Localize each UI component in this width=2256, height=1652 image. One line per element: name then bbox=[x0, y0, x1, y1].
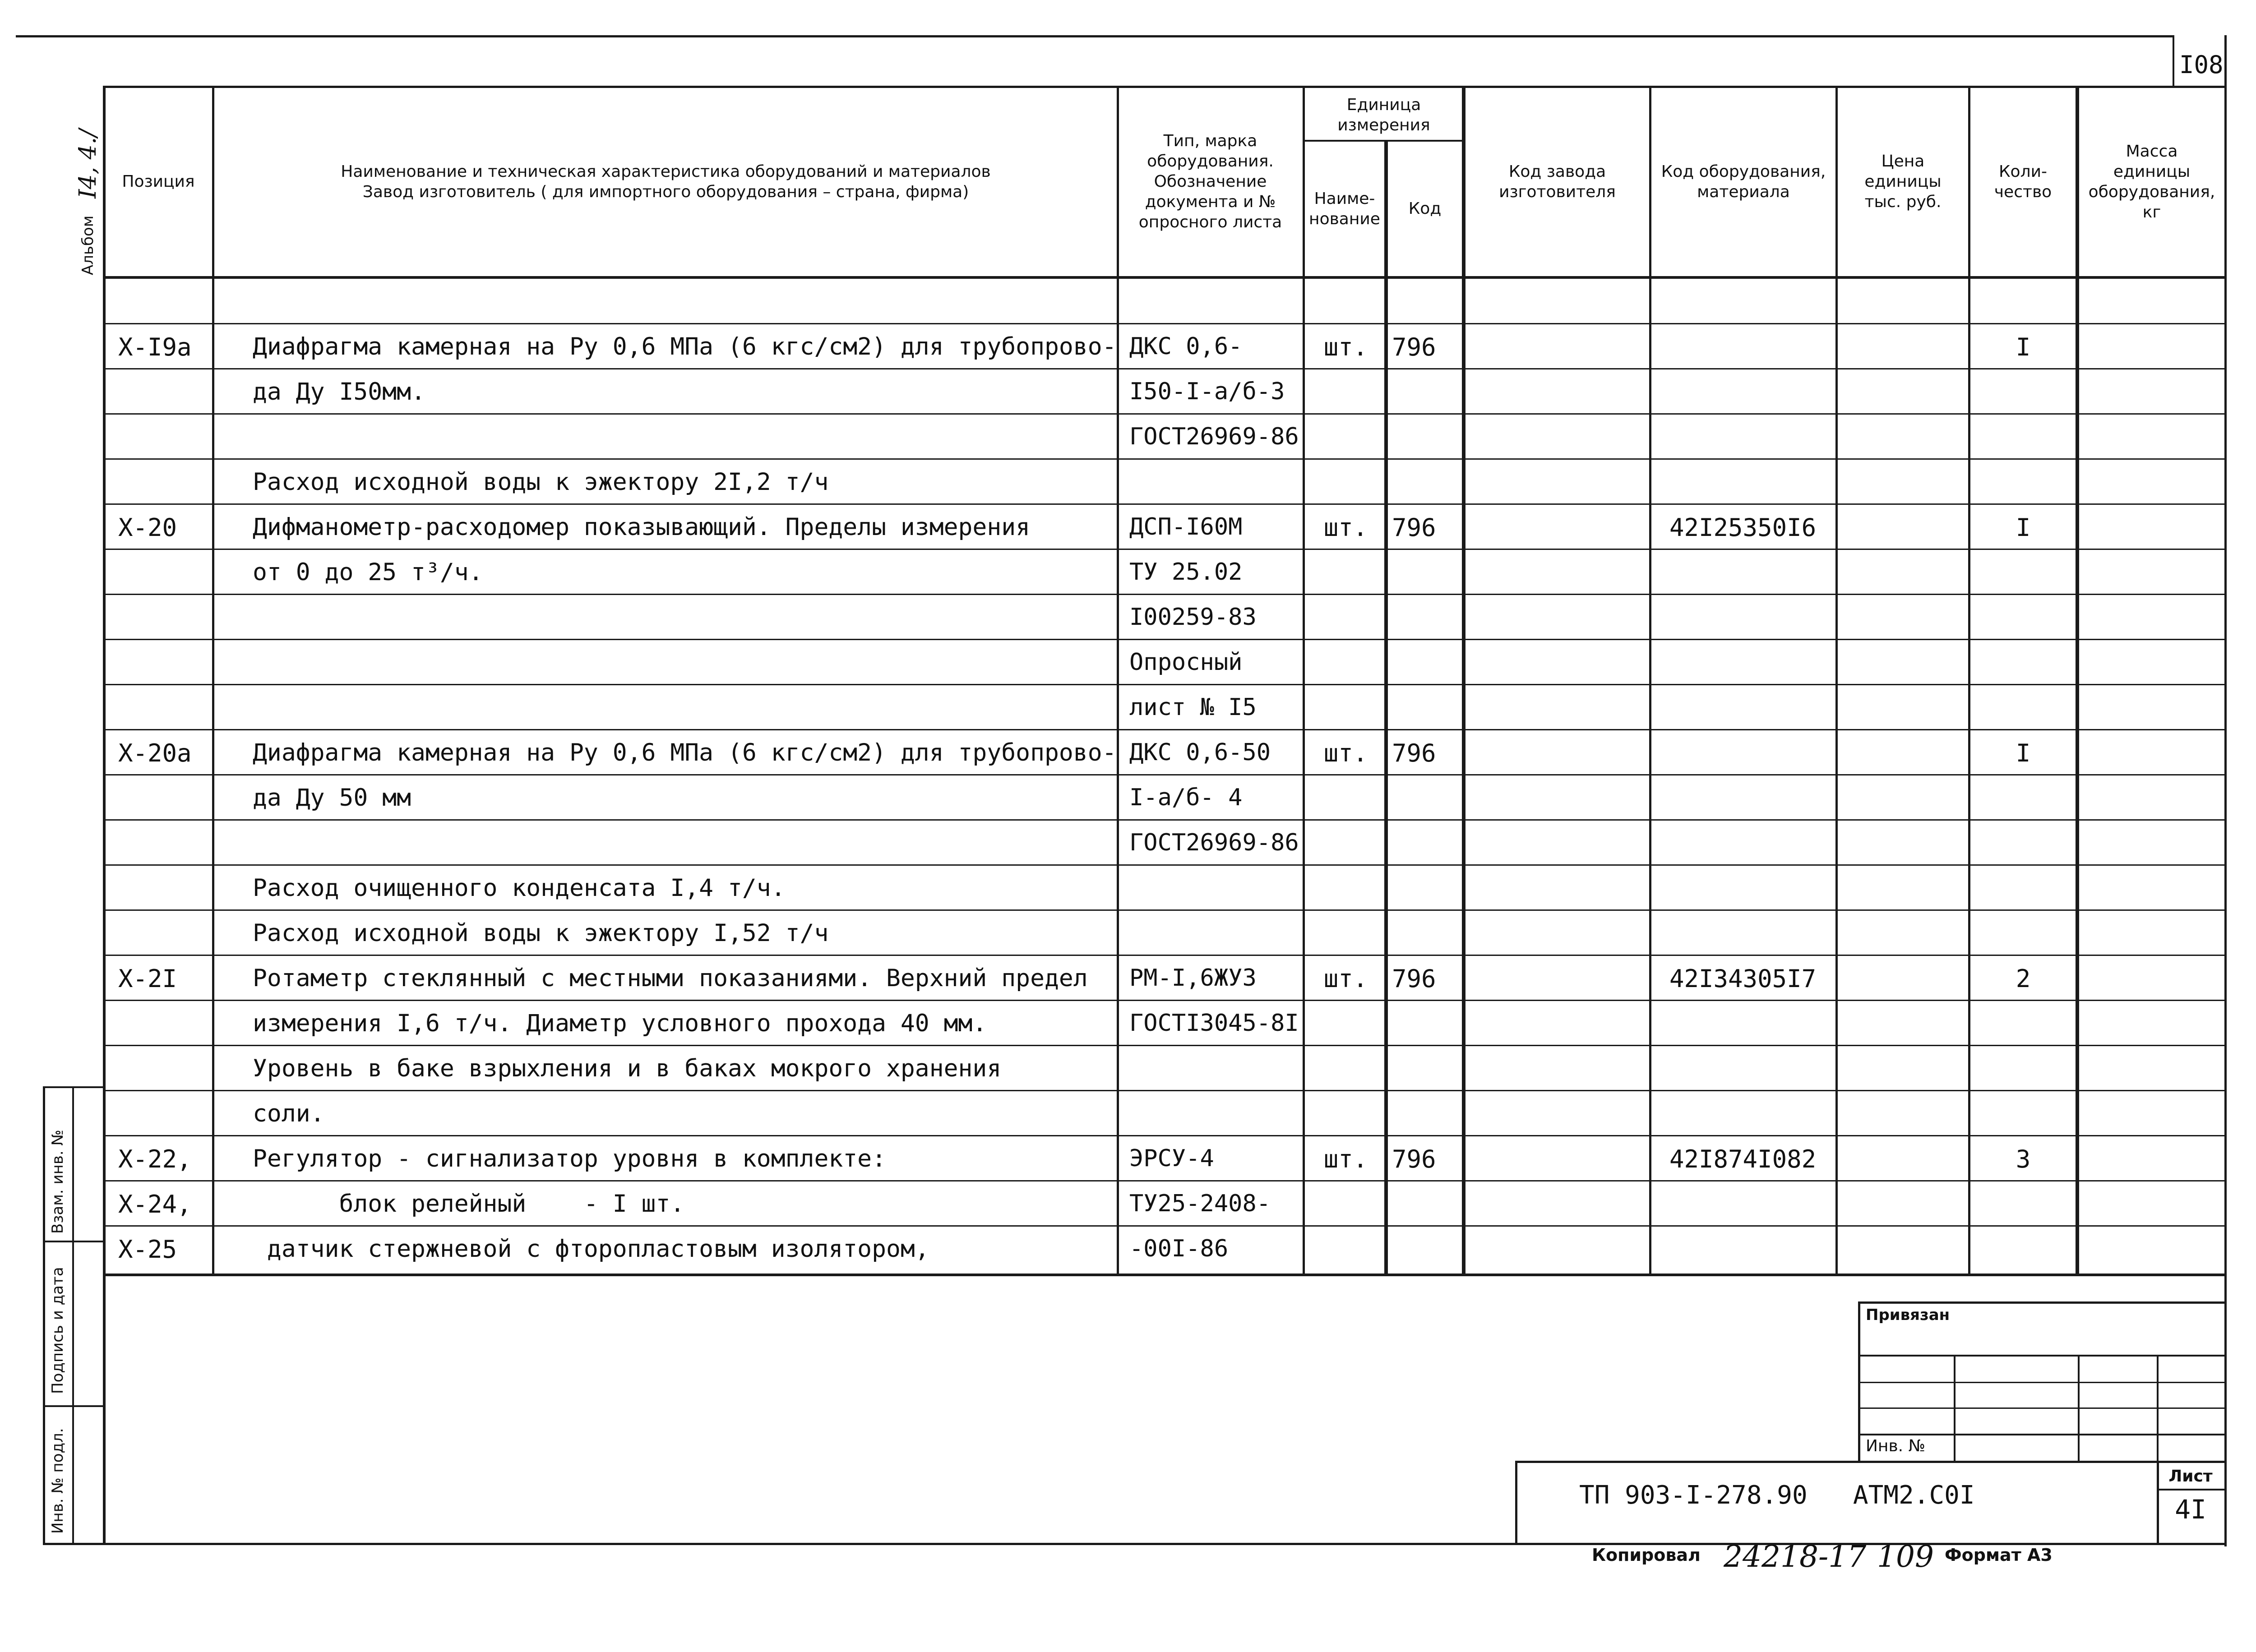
col-line-code bbox=[1462, 86, 1465, 1276]
cell-pos: Х-20а bbox=[118, 739, 192, 767]
tied-row-4 bbox=[1858, 1434, 2224, 1435]
row-line bbox=[105, 909, 2224, 911]
header-quantity bbox=[1970, 88, 2076, 275]
tied-row-1 bbox=[1858, 1355, 2224, 1357]
row-line bbox=[105, 323, 2224, 324]
header-mass-l1: Масса bbox=[2126, 142, 2178, 161]
row-line bbox=[105, 1180, 2224, 1181]
tied-col-2 bbox=[2078, 1355, 2080, 1462]
row-line bbox=[105, 503, 2224, 505]
cell-qty: I bbox=[2016, 513, 2031, 542]
header-mass bbox=[2079, 88, 2224, 275]
tied-col-1 bbox=[1954, 1355, 1956, 1462]
header-factory-l2: изготовителя bbox=[1499, 182, 1616, 201]
cell-type: I00259-83 bbox=[1129, 604, 1257, 631]
cell-type: ГОСТ26969-86 bbox=[1129, 423, 1299, 450]
row-line bbox=[105, 729, 2224, 730]
header-type bbox=[1119, 88, 1302, 275]
cell-type: I50-I-а/б-3 bbox=[1129, 378, 1285, 405]
row-line bbox=[105, 639, 2224, 640]
header-unitname-l2: нование bbox=[1309, 209, 1380, 228]
header-position: Позиция bbox=[122, 172, 195, 191]
cell-name: да Ду 50 мм bbox=[253, 784, 411, 812]
album-number: I4, 4./ bbox=[74, 129, 102, 198]
cell-type: ТУ 25.02 bbox=[1129, 558, 1243, 586]
frame-top bbox=[16, 35, 2173, 37]
cell-pos: Х-20 bbox=[118, 513, 177, 542]
corner-box-left bbox=[2173, 35, 2174, 87]
row-line bbox=[105, 864, 2224, 866]
stamp-div-1 bbox=[43, 1241, 104, 1242]
stamp-replaced-inv: Взам. инв. № bbox=[49, 1130, 67, 1234]
cell-name: Расход исходной воды к эжектору 2I,2 т/ч bbox=[253, 468, 829, 496]
header-factory-code bbox=[1465, 88, 1649, 275]
cell-code: 796 bbox=[1392, 739, 1436, 767]
cell-unit: шт. bbox=[1323, 739, 1368, 767]
stamp-inner-line bbox=[72, 1087, 74, 1545]
cell-code: 796 bbox=[1392, 964, 1436, 993]
cell-name: Дифманометр-расходомер показывающий. Пределы измерения bbox=[253, 513, 1031, 541]
frame-left bbox=[103, 86, 106, 1545]
stamp-sign-date: Подпись и дата bbox=[49, 1267, 67, 1394]
cell-type: ТУ25-2408- bbox=[1129, 1190, 1271, 1217]
header-equip-l2: материала bbox=[1697, 182, 1790, 201]
table-bottom bbox=[103, 1274, 2224, 1276]
header-mass-l4: кг bbox=[2142, 203, 2161, 221]
header-unit-l2: измерения bbox=[1337, 116, 1430, 134]
title-designation: ТП 903-I-278.90 АТМ2.С0I bbox=[1579, 1481, 1975, 1510]
cell-pos: Х-25 bbox=[118, 1235, 177, 1264]
header-name-line2: Завод изготовитель ( для импортного оборудования – страна, фирма) bbox=[362, 182, 969, 201]
row-line bbox=[105, 368, 2224, 369]
tied-label: Привязан bbox=[1866, 1306, 1950, 1324]
row-line bbox=[105, 774, 2224, 775]
unit-group-line bbox=[1303, 140, 1464, 142]
cell-equip: 42I34305I7 bbox=[1669, 964, 1817, 993]
frame-right bbox=[2224, 35, 2227, 1546]
title-sheet-divider bbox=[2157, 1461, 2159, 1545]
cell-qty: I bbox=[2016, 739, 2031, 767]
row-line bbox=[105, 1000, 2224, 1001]
row-line bbox=[105, 1135, 2224, 1136]
cell-unit: шт. bbox=[1323, 1145, 1368, 1173]
cell-type: ДКС 0,6-50 bbox=[1129, 739, 1271, 766]
col-line-qty bbox=[2076, 86, 2079, 1276]
cell-pos: Х-22, bbox=[118, 1145, 192, 1173]
tied-row-2 bbox=[1858, 1382, 2224, 1383]
header-unit-l1: Единица bbox=[1346, 96, 1421, 114]
cell-name: блок релейный - I шт. bbox=[253, 1190, 685, 1218]
tied-top bbox=[1858, 1301, 2224, 1304]
tied-col-3 bbox=[2157, 1355, 2159, 1462]
header-type-l4: документа и № bbox=[1145, 193, 1276, 211]
cell-name: Расход очищенного конденсата I,4 т/ч. bbox=[253, 874, 786, 902]
cell-name: соли. bbox=[253, 1100, 325, 1127]
cell-name: да Ду I50мм. bbox=[253, 378, 425, 406]
header-type-l3: Обозначение bbox=[1154, 172, 1267, 191]
cell-qty: I bbox=[2016, 333, 2031, 361]
cell-code: 796 bbox=[1392, 1145, 1436, 1173]
cell-type: I-а/б- 4 bbox=[1129, 784, 1243, 811]
header-unit-code: Код bbox=[1408, 199, 1442, 218]
cell-pos: Х-24, bbox=[118, 1190, 192, 1218]
cell-name: Расход исходной воды к эжектору I,52 т/ч bbox=[253, 919, 829, 947]
header-type-l2: оборудования. bbox=[1147, 152, 1274, 171]
stamp-outer-left bbox=[43, 1087, 45, 1545]
cell-code: 796 bbox=[1392, 513, 1436, 542]
row-line bbox=[105, 819, 2224, 821]
cell-name: датчик стержневой с фторопластовым изолятором, bbox=[253, 1235, 929, 1263]
header-bottom bbox=[103, 276, 2224, 279]
cell-name: Ротаметр стеклянный с местными показаниями. Верхний предел bbox=[253, 964, 1088, 992]
header-type-l1: Тип, марка bbox=[1163, 132, 1257, 150]
stamp-top bbox=[43, 1086, 104, 1088]
cell-type: Опросный bbox=[1129, 649, 1243, 676]
header-price-l1: Цена bbox=[1881, 152, 1925, 171]
cell-qty: 3 bbox=[2016, 1145, 2031, 1173]
cell-pos: Х-I9а bbox=[118, 333, 192, 361]
header-name bbox=[216, 88, 1116, 275]
footer-copied-label: Копировал bbox=[1592, 1545, 1701, 1565]
title-sheet-label: Лист bbox=[2168, 1467, 2213, 1486]
cell-name: Диафрагма камерная на Ру 0,6 МПа (6 кгс/см2) для трубопрово- bbox=[253, 739, 1117, 766]
cell-equip: 42I874I082 bbox=[1669, 1145, 1817, 1173]
sheet-corner-number: I08 bbox=[2179, 51, 2224, 79]
row-line bbox=[105, 955, 2224, 956]
header-price-l2: единицы bbox=[1864, 172, 1942, 191]
title-top bbox=[1515, 1461, 2224, 1463]
cell-type: РМ-I,6ЖУЗ bbox=[1129, 964, 1257, 992]
cell-type: лист № I5 bbox=[1129, 694, 1257, 721]
header-factory-l1: Код завода bbox=[1508, 162, 1606, 181]
cell-type: -00I-86 bbox=[1129, 1235, 1229, 1262]
footer-format-label: Формат А3 bbox=[1945, 1545, 2053, 1565]
header-unitname-l1: Наиме- bbox=[1314, 189, 1375, 208]
cell-type: ГОСТ26969-86 bbox=[1129, 829, 1299, 856]
col-line-unitname bbox=[1384, 140, 1388, 1276]
header-qty-l2: чество bbox=[1994, 182, 2052, 201]
cell-unit: шт. bbox=[1323, 964, 1368, 993]
tied-inv-label: Инв. № bbox=[1866, 1437, 1926, 1455]
row-line bbox=[105, 413, 2224, 415]
header-equip-l1: Код оборудования, bbox=[1661, 162, 1826, 181]
cell-name: Диафрагма камерная на Ру 0,6 МПа (6 кгс/см2) для трубопрово- bbox=[253, 333, 1117, 360]
title-left bbox=[1515, 1461, 1517, 1545]
header-type-l5: опросного листа bbox=[1138, 213, 1282, 231]
cell-name: от 0 до 25 т³/ч. bbox=[253, 558, 483, 586]
album-label: Альбом bbox=[79, 215, 97, 275]
cell-name: Уровень в баке взрыхления и в баках мокрого хранения bbox=[253, 1055, 1002, 1082]
stamp-inv-orig: Инв. № подл. bbox=[49, 1428, 67, 1534]
cell-equip: 42I25350I6 bbox=[1669, 513, 1817, 542]
tied-row-3 bbox=[1858, 1407, 2224, 1409]
row-line bbox=[105, 1045, 2224, 1046]
header-unit-name bbox=[1305, 142, 1384, 275]
cell-qty: 2 bbox=[2016, 964, 2031, 993]
row-line bbox=[105, 1225, 2224, 1227]
stamp-div-2 bbox=[43, 1405, 104, 1407]
header-price-l3: тыс. руб. bbox=[1864, 193, 1942, 211]
cell-type: ГОСТI3045-8I bbox=[1129, 1010, 1299, 1037]
cell-code: 796 bbox=[1392, 333, 1436, 361]
row-line bbox=[105, 684, 2224, 685]
header-name-line1: Наименование и техническая характеристика оборудований и материалов bbox=[341, 162, 991, 181]
row-line bbox=[105, 594, 2224, 595]
header-mass-l3: оборудования, bbox=[2088, 182, 2215, 201]
cell-type: ДКС 0,6- bbox=[1129, 333, 1243, 360]
header-qty-l1: Коли- bbox=[1999, 162, 2047, 181]
header-mass-l2: единицы bbox=[2113, 162, 2191, 181]
title-sheet-row bbox=[2157, 1489, 2224, 1490]
row-line bbox=[105, 549, 2224, 550]
cell-pos: Х-2I bbox=[118, 964, 177, 993]
row-line bbox=[105, 1090, 2224, 1091]
cell-name: измерения I,6 т/ч. Диаметр условного прохода 40 мм. bbox=[253, 1010, 987, 1037]
title-sheet-number: 4I bbox=[2175, 1494, 2206, 1525]
footer-copy-number: 24218-17 bbox=[1724, 1539, 1867, 1574]
cell-unit: шт. bbox=[1323, 513, 1368, 542]
footer-copy-sheet: 109 bbox=[1877, 1539, 1934, 1574]
cell-type: ЭРСУ-4 bbox=[1129, 1145, 1214, 1172]
header-price bbox=[1838, 88, 1968, 275]
cell-unit: шт. bbox=[1323, 333, 1368, 361]
cell-name: Регулятор - сигнализатор уровня в комплекте: bbox=[253, 1145, 886, 1172]
cell-type: ДСП-I60М bbox=[1129, 513, 1243, 540]
header-unit-group bbox=[1305, 90, 1463, 140]
col-line-pos bbox=[212, 86, 214, 1276]
header-equipment-code bbox=[1651, 88, 1835, 275]
row-line bbox=[105, 458, 2224, 460]
